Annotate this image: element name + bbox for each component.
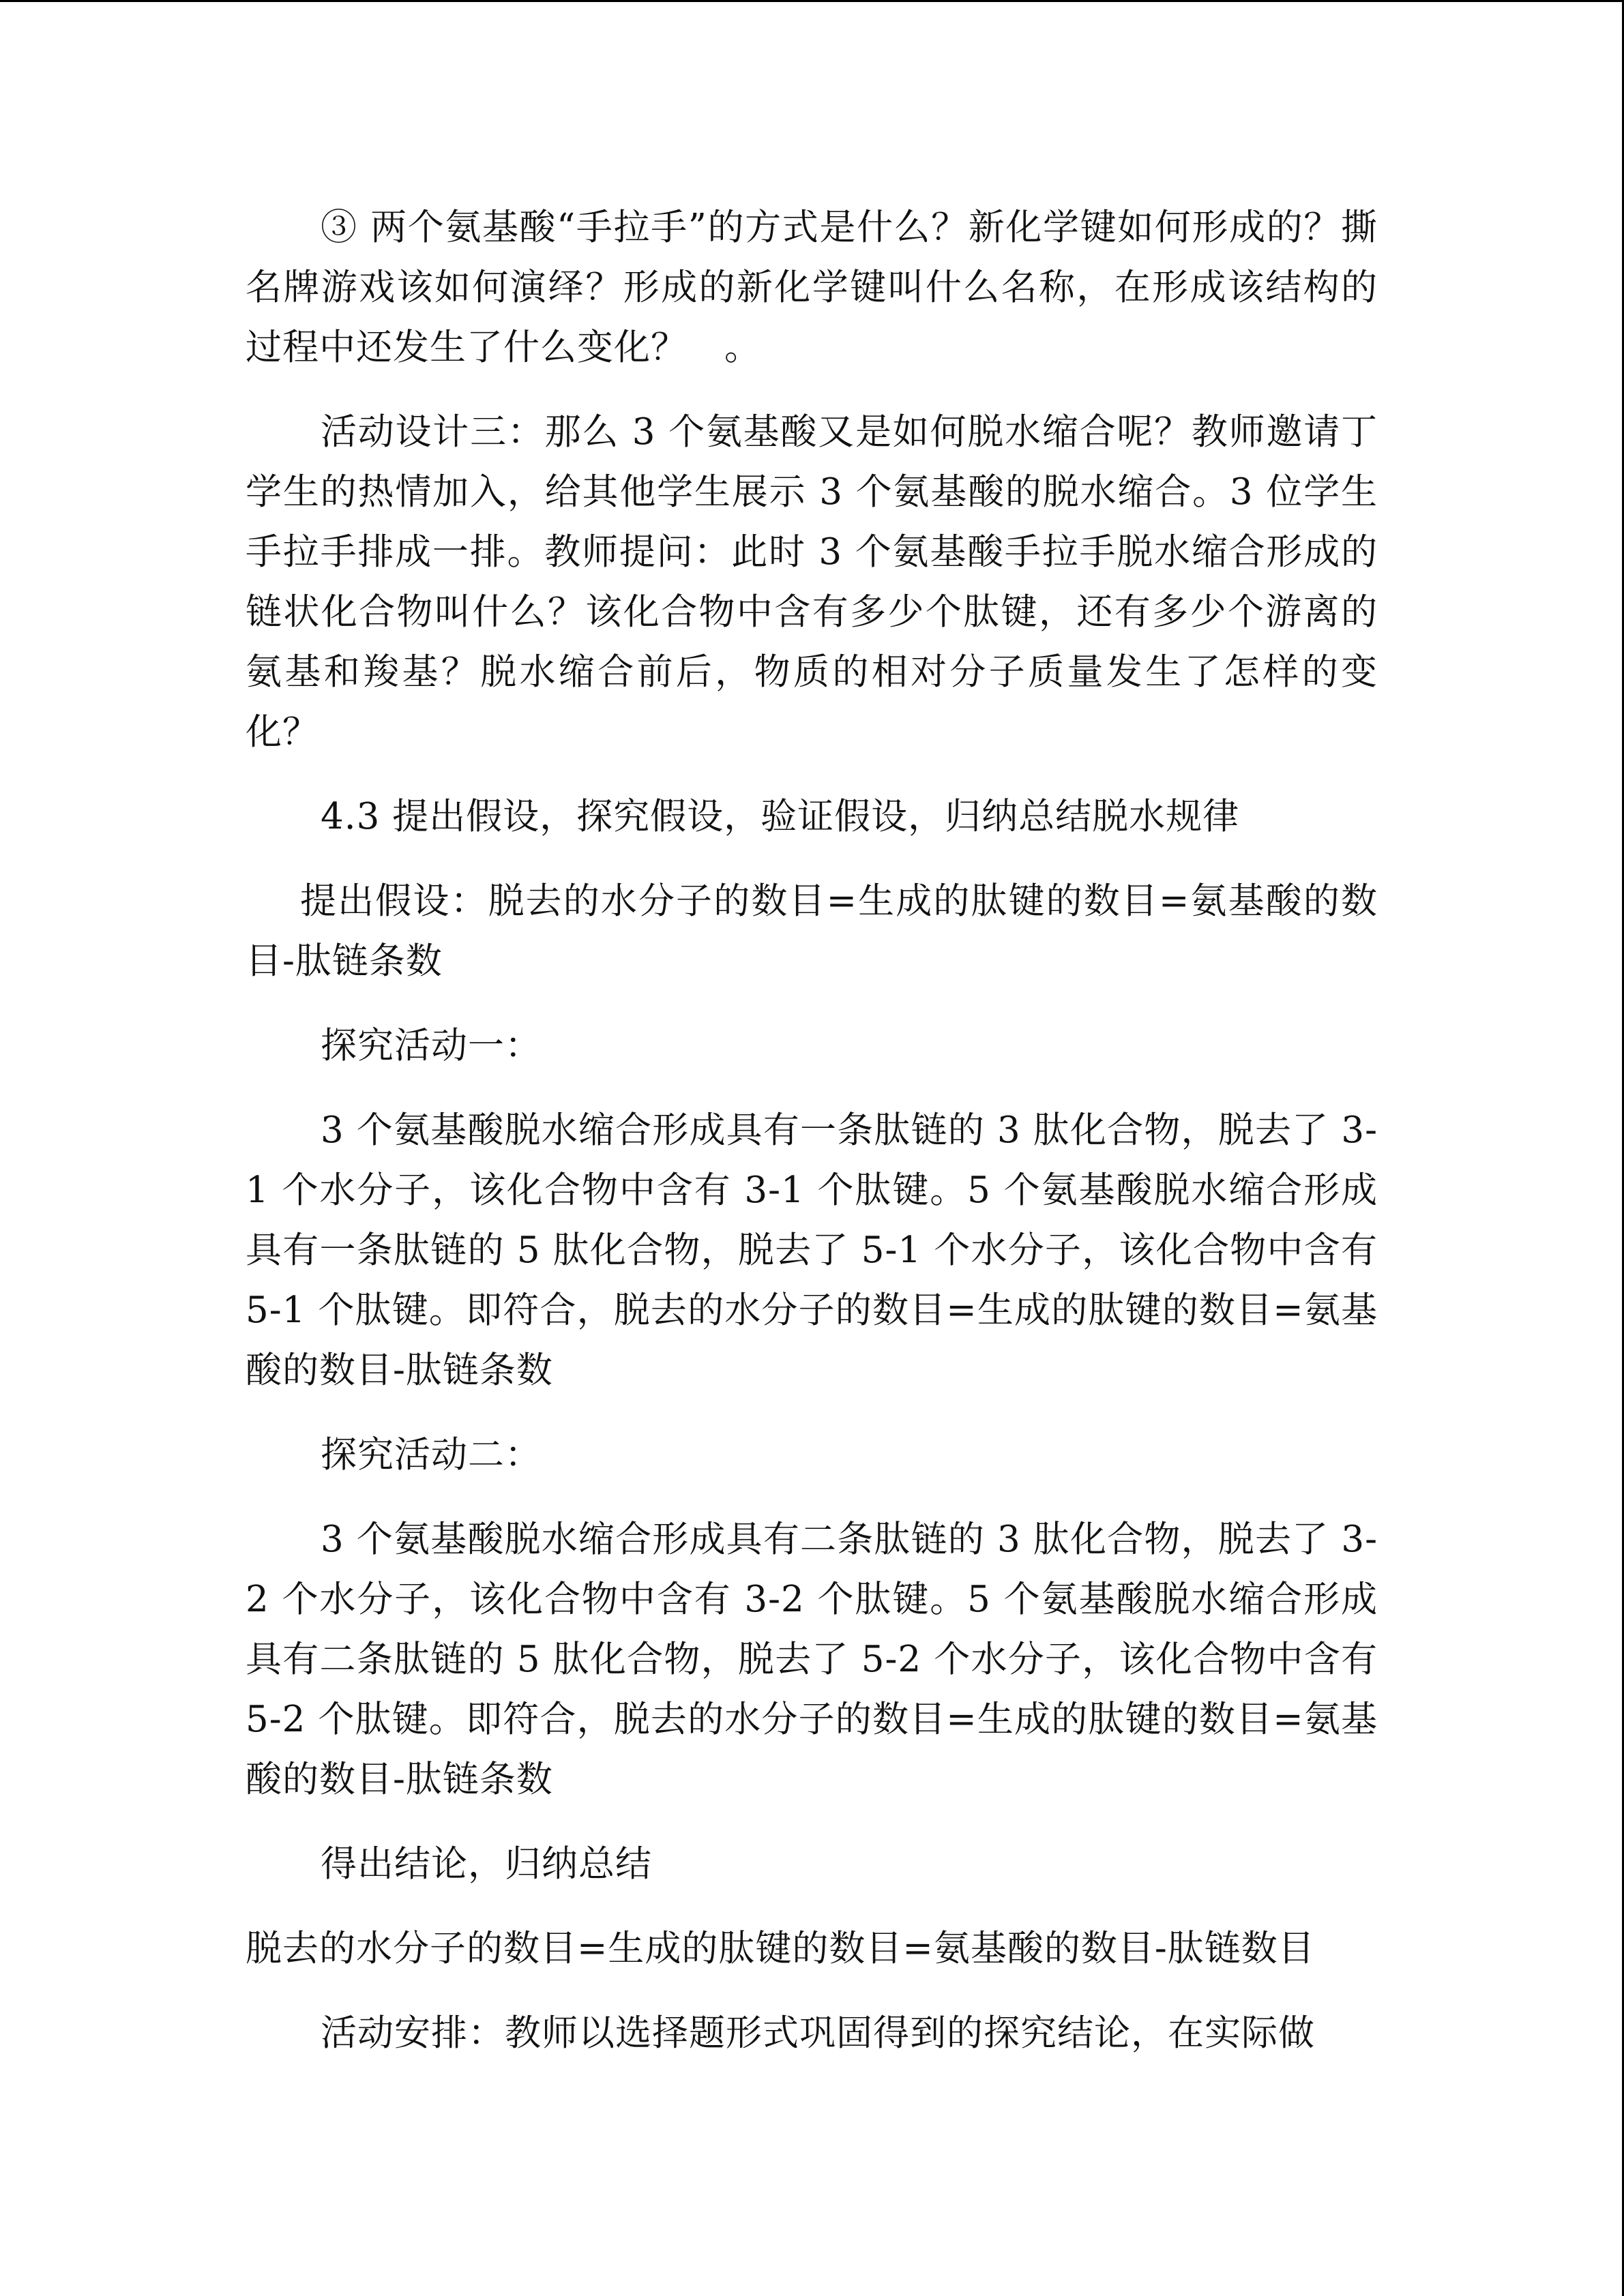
paragraph-conclusion-formula: 脱去的水分子的数目=生成的肽键的数目=氨基酸的数目-肽链数目 <box>246 1928 1315 1969</box>
paragraph-inquiry-activity-2: 3 个氨基酸脱水缩合形成具有二条肽链的 3 肽化合物，脱去了 3-2 个水分子，该化合物中含有 3-2 个肽键。5 个氨基酸脱水缩合形成具有二条肽链的 5 肽化合物，脱去了 5-2 个水分子，该化合物中含有 5-2 个肽键。即符合，脱去的水分子的数目=生成的肽键的数目=氨基酸的数目-肽链条数 <box>246 1519 1390 1800</box>
paragraph-activity-arrangement: 活动安排：教师以选择题形式巩固得到的探究结论，在实际做 <box>321 2012 1315 2054</box>
paragraph-hypothesis: 提出假设：脱去的水分子的数目=生成的肽键的数目=氨基酸的数目-肽链条数 <box>246 880 1378 982</box>
paragraph-question-3: ③ 两个氨基酸“手拉手”的方式是什么？新化学键如何形成的？撕名牌游戏该如何演绎？形成的新化学键叫什么名称，在形成该结构的过程中还发生了什么变化？ 。 <box>246 207 1378 368</box>
paragraph-activity-design-3: 活动设计三：那么 3 个氨基酸又是如何脱水缩合呢？教师邀请丁学生的热情加入，给其他学生展示 3 个氨基酸的脱水缩合。3 位学生手拉手排成一排。教师提问：此时 3 个氨基酸手拉手脱水缩合形成的链状化合物叫什么？该化合物中含有多少个肽键，还有多少个游离的氨基和羧基？脱水缩合前后，物质的相对分子质量发生了怎样的变化？ <box>246 411 1378 753</box>
page-top-border <box>0 0 1624 2</box>
heading-inquiry-activity-1: 探究活动一： <box>321 1025 542 1067</box>
heading-inquiry-activity-2: 探究活动二： <box>321 1434 542 1476</box>
heading-conclusion: 得出结论，归纳总结 <box>321 1843 652 1885</box>
paragraph-inquiry-activity-1: 3 个氨基酸脱水缩合形成具有一条肽链的 3 肽化合物，脱去了 3-1 个水分子，该化合物中含有 3-1 个肽键。5 个氨基酸脱水缩合形成具有一条肽链的 5 肽化合物，脱去了 5-1 个水分子，该化合物中含有 5-1 个肽键。即符合，脱去的水分子的数目=生成的肽键的数目=氨基酸的数目-肽链条数 <box>246 1109 1390 1391</box>
document-page <box>246 198 1390 2063</box>
section-heading-4-3: 4.3 提出假设，探究假设，验证假设，归纳总结脱水规律 <box>321 796 1240 837</box>
